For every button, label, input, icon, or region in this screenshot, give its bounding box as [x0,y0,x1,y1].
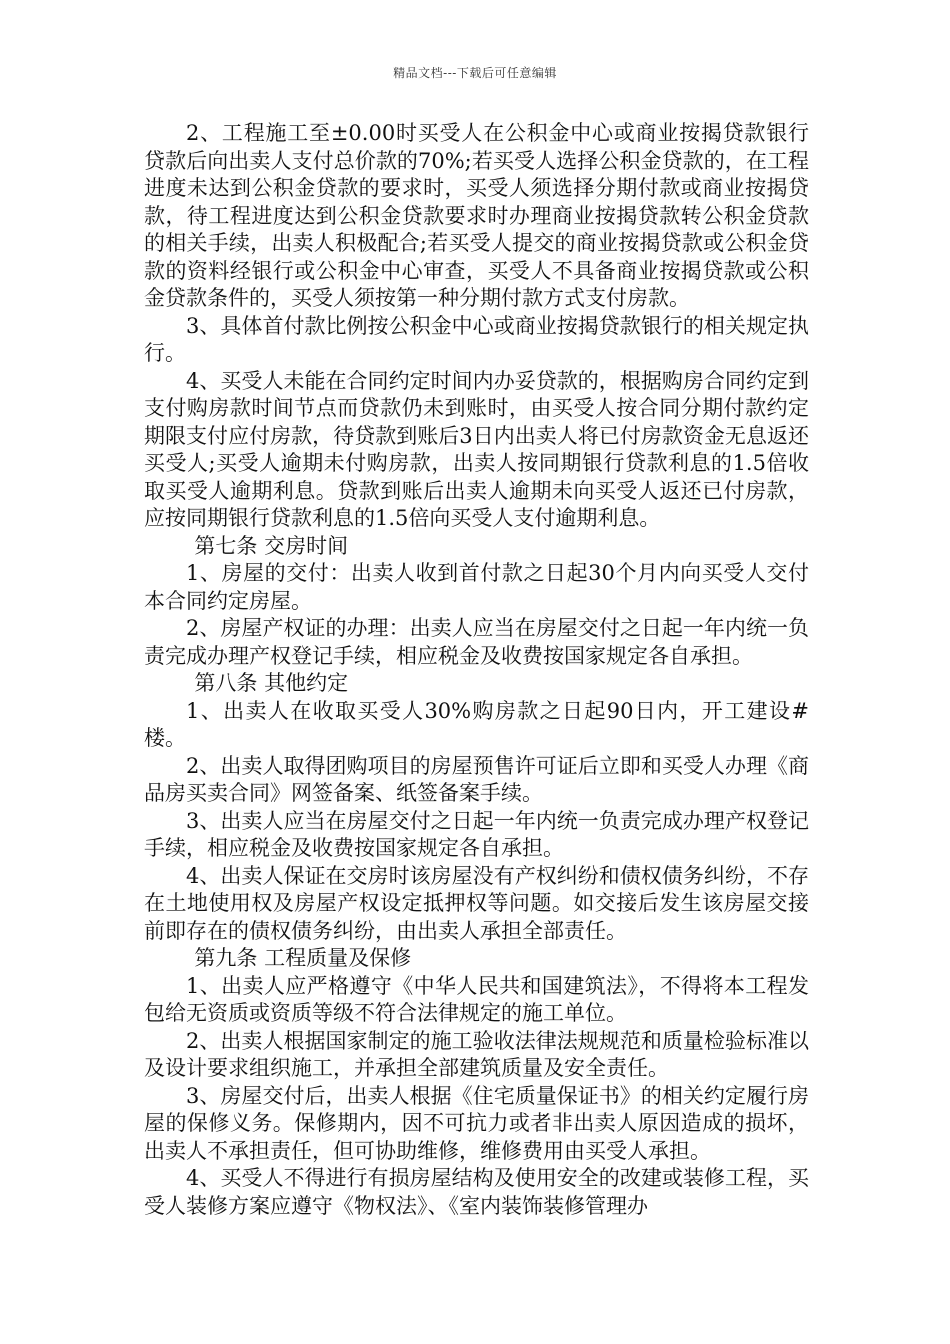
page-header: 精品文档---下载后可任意编辑 [393,66,557,80]
paragraph-payment-item-3: 3、具体首付款比例按公积金中心或商业按揭贷款银行的相关规定执行。 [144,313,809,365]
paragraph-other-item-4: 4、出卖人保证在交房时该房屋没有产权纠纷和债权债务纠纷，不存在土地使用权及房屋产权设定抵押权等问题。如交接后发生该房屋交接前即存在的债权债务纠纷，由出卖人承担全部责任。 [144,863,809,943]
paragraph-payment-item-4: 4、买受人未能在合同约定时间内办妥贷款的，根据购房合同约定到支付购房款时间节点而贷款仍未到账时，由买受人按合同分期付款约定期限支付应付房款，待贷款到账后3日内出卖人将已付房款资金无息返还买受人;买受人逾期未付购房款，出卖人按同期银行贷款利息的1.5倍收取买受人逾期利息。贷款到账后出卖人逾期未向买受人返还已付房款，应按同期银行贷款利息的1.5倍向买受人支付逾期利息。 [144,368,809,530]
paragraph-other-item-2: 2、出卖人取得团购项目的房屋预售许可证后立即和买受人办理《商品房买卖合同》网签备案、纸签备案手续。 [144,753,809,805]
document-body [144,120,809,1220]
clause-title-8: 第八条 其他约定 [194,671,349,695]
paragraph-quality-item-1: 1、出卖人应严格遵守《中华人民共和国建筑法》，不得将本工程发包给无资质或资质等级不符合法律规定的施工单位。 [144,973,809,1025]
paragraph-quality-item-2: 2、出卖人根据国家制定的施工验收法律法规规范和质量检验标准以及设计要求组织施工，并承担全部建筑质量及安全责任。 [144,1028,809,1080]
paragraph-other-item-3: 3、出卖人应当在房屋交付之日起一年内统一负责完成办理产权登记手续，相应税金及收费按国家规定各自承担。 [144,808,809,860]
clause-title-9: 第九条 工程质量及保修 [194,946,412,970]
paragraph-quality-item-4: 4、买受人不得进行有损房屋结构及使用安全的改建或装修工程，买受人装修方案应遵守《物权法》、《室内装饰装修管理办 [144,1166,809,1218]
paragraph-quality-item-3: 3、房屋交付后，出卖人根据《住宅质量保证书》的相关约定履行房屋的保修义务。保修期内，因不可抗力或者非出卖人原因造成的损坏，出卖人不承担责任，但可协助维修，维修费用由买受人承担。 [144,1083,809,1163]
clause-title-7: 第七条 交房时间 [194,533,349,558]
paragraph-other-item-1: 1、出卖人在收取买受人30%购房款之日起90日内，开工建设#楼。 [144,698,809,750]
paragraph-delivery-item-2: 2、房屋产权证的办理：出卖人应当在房屋交付之日起一年内统一负责完成办理产权登记手续，相应税金及收费按国家规定各自承担。 [144,616,809,668]
paragraph-payment-item-2: 2、工程施工至±0.00时买受人在公积金中心或商业按揭贷款银行贷款后向出卖人支付总价款的70%;若买受人选择公积金贷款的，在工程进度未达到公积金贷款的要求时，买受人须选择分期付款或商业按揭贷款，待工程进度达到公积金贷款要求时办理商业按揭贷款转公积金贷款的相关手续，出卖人积极配合;若买受人提交的商业按揭贷款或公积金贷款的资料经银行或公积金中心审查，买受人不具备商业按揭贷款或公积金贷款条件的，买受人须按第一种分期付款方式支付房款。 [144,121,809,310]
paragraph-delivery-item-1: 1、房屋的交付：出卖人收到首付款之日起30个月内向买受人交付本合同约定房屋。 [144,561,809,613]
